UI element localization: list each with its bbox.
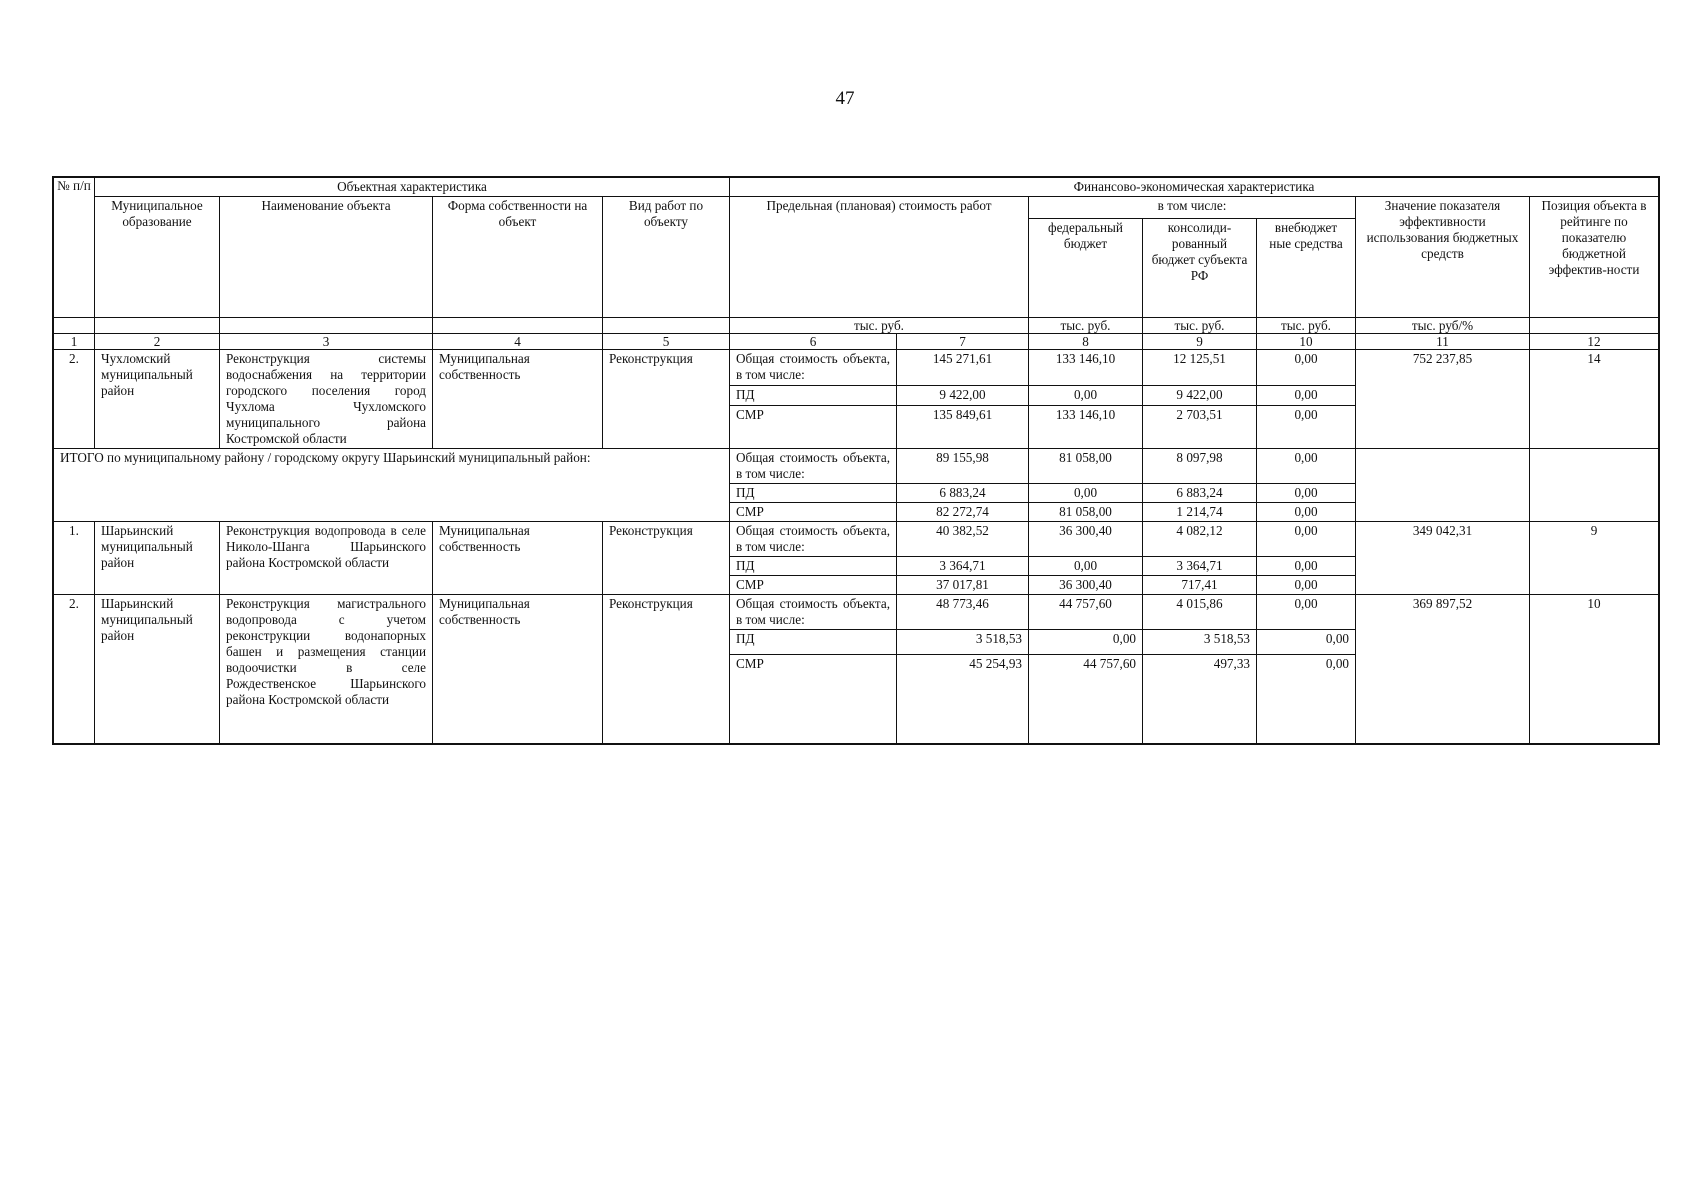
header-work-type: Вид работ по объекту [603,197,730,318]
efficiency-empty [1356,449,1530,522]
unit-cost: тыс. руб. [730,318,1029,334]
federal-value: 44 757,60 [1029,595,1143,630]
extrabudget-value: 0,00 [1257,595,1356,630]
unit-consolidated: тыс. руб. [1143,318,1257,334]
row-number: 2. [54,350,95,449]
position-value: 9 [1530,522,1659,595]
smr-value: 135 849,61 [897,406,1029,449]
header-max-cost: Предельная (плановая) стоимость работ [730,197,1029,318]
consolidated-value: 4 015,86 [1143,595,1257,630]
header-extrabudget: внебюджет ные средства [1257,219,1356,318]
header-including: в том числе: [1029,197,1356,219]
municipality-cell: Шарьинский муниципальный район [95,522,220,595]
total-cost-value: 145 271,61 [897,350,1029,386]
pd-federal: 0,00 [1029,630,1143,655]
smr-label: СМР [730,503,897,522]
total-cost-value: 89 155,98 [897,449,1029,484]
total-cost-value: 48 773,46 [897,595,1029,630]
pd-value: 3 364,71 [897,557,1029,576]
extrabudget-value: 0,00 [1257,350,1356,386]
efficiency-value: 752 237,85 [1356,350,1530,449]
municipality-cell: Шарьинский муниципальный район [95,595,220,744]
smr-value: 82 272,74 [897,503,1029,522]
pd-extrabudget: 0,00 [1257,630,1356,655]
col-number: 1 [54,334,95,350]
smr-federal: 36 300,40 [1029,576,1143,595]
header-row-middle [54,197,1659,219]
work-type-cell: Реконструкция [603,350,730,449]
work-type-cell: Реконструкция [603,595,730,744]
header-financial-characteristic: Финансово-экономическая характеристика [730,178,1659,197]
table-row-total [54,449,1659,484]
pd-label: ПД [730,386,897,406]
smr-extrabudget: 0,00 [1257,503,1356,522]
smr-extrabudget: 0,00 [1257,576,1356,595]
federal-value: 133 146,10 [1029,350,1143,386]
smr-consolidated: 2 703,51 [1143,406,1257,449]
pd-value: 3 518,53 [897,630,1029,655]
total-label: ИТОГО по муниципальному району / городскому округу Шарьинский муниципальный район: [54,449,730,522]
col-number: 10 [1257,334,1356,350]
municipality-cell: Чухломский муниципальный район [95,350,220,449]
pd-extrabudget: 0,00 [1257,557,1356,576]
smr-label: СМР [730,655,897,744]
col-number: 9 [1143,334,1257,350]
header-no: № п/п [54,178,95,318]
total-cost-label: Общая стоимость объекта, в том числе: [730,350,897,386]
total-cost-label: Общая стоимость объекта, в том числе: [730,522,897,557]
smr-extrabudget: 0,00 [1257,406,1356,449]
pd-consolidated: 9 422,00 [1143,386,1257,406]
unit-extra: тыс. руб. [1257,318,1356,334]
ownership-cell: Муниципальная собственность [433,522,603,595]
col-number: 2 [95,334,220,350]
object-name-cell: Реконструкция системы водоснабжения на территории городского поселения город Чухлома Чухломского муниципального района Костромской области [220,350,433,449]
unit-efficiency: тыс. руб/% [1356,318,1530,334]
pd-label: ПД [730,557,897,576]
col-number: 11 [1356,334,1530,350]
ownership-cell: Муниципальная собственность [433,350,603,449]
pd-label: ПД [730,484,897,503]
table-row [54,522,1659,557]
row-number: 2. [54,595,95,744]
pd-extrabudget: 0,00 [1257,386,1356,406]
pd-extrabudget: 0,00 [1257,484,1356,503]
row-number: 1. [54,522,95,595]
pd-federal: 0,00 [1029,386,1143,406]
column-numbers-row [54,334,1659,350]
pd-value: 9 422,00 [897,386,1029,406]
col-number: 12 [1530,334,1659,350]
pd-federal: 0,00 [1029,484,1143,503]
table-row [54,595,1659,630]
position-empty [1530,449,1659,522]
pd-consolidated: 6 883,24 [1143,484,1257,503]
header-position: Позиция объекта в рейтинге по показателю бюджетной эффектив-ности [1530,197,1659,318]
table-row [54,350,1659,386]
header-municipality: Муниципальное образование [95,197,220,318]
financial-table [53,177,1659,744]
smr-value: 37 017,81 [897,576,1029,595]
object-name-cell: Реконструкция водопровода в селе Николо-Шанга Шарьинского района Костромской области [220,522,433,595]
header-object-characteristic: Объектная характеристика [95,178,730,197]
col-number: 8 [1029,334,1143,350]
col-number: 5 [603,334,730,350]
header-ownership: Форма собственности на объект [433,197,603,318]
consolidated-value: 8 097,98 [1143,449,1257,484]
smr-consolidated: 497,33 [1143,655,1257,744]
total-cost-label: Общая стоимость объекта, в том числе: [730,595,897,630]
efficiency-value: 349 042,31 [1356,522,1530,595]
extrabudget-value: 0,00 [1257,522,1356,557]
smr-consolidated: 1 214,74 [1143,503,1257,522]
consolidated-value: 4 082,12 [1143,522,1257,557]
header-row-top [54,178,1659,197]
header-consolidated: консолиди-рованный бюджет субъекта РФ [1143,219,1257,318]
smr-consolidated: 717,41 [1143,576,1257,595]
smr-label: СМР [730,406,897,449]
ownership-cell: Муниципальная собственность [433,595,603,744]
col-number: 6 [730,334,897,350]
page-number: 47 [835,88,855,109]
smr-federal: 133 146,10 [1029,406,1143,449]
pd-label: ПД [730,630,897,655]
consolidated-value: 12 125,51 [1143,350,1257,386]
col-number: 7 [897,334,1029,350]
federal-value: 36 300,40 [1029,522,1143,557]
smr-extrabudget: 0,00 [1257,655,1356,744]
smr-label: СМР [730,576,897,595]
total-cost-label: Общая стоимость объекта, в том числе: [730,449,897,484]
efficiency-value: 369 897,52 [1356,595,1530,744]
smr-federal: 81 058,00 [1029,503,1143,522]
work-type-cell: Реконструкция [603,522,730,595]
header-federal: федеральный бюджет [1029,219,1143,318]
extrabudget-value: 0,00 [1257,449,1356,484]
unit-federal: тыс. руб. [1029,318,1143,334]
header-efficiency: Значение показателя эффективности использования бюджетных средств [1356,197,1530,318]
col-number: 4 [433,334,603,350]
smr-federal: 44 757,60 [1029,655,1143,744]
col-number: 3 [220,334,433,350]
pd-federal: 0,00 [1029,557,1143,576]
pd-value: 6 883,24 [897,484,1029,503]
pd-consolidated: 3 364,71 [1143,557,1257,576]
object-name-cell: Реконструкция магистрального водопровода с учетом реконструкции водонапорных башен и размещения станции водоочистки в селе Рождественское Шарьинского района Костромской области [220,595,433,744]
header-object-name: Наименование объекта [220,197,433,318]
position-value: 14 [1530,350,1659,449]
federal-value: 81 058,00 [1029,449,1143,484]
pd-consolidated: 3 518,53 [1143,630,1257,655]
smr-value: 45 254,93 [897,655,1029,744]
position-value: 10 [1530,595,1659,744]
total-cost-value: 40 382,52 [897,522,1029,557]
units-row [54,318,1659,334]
